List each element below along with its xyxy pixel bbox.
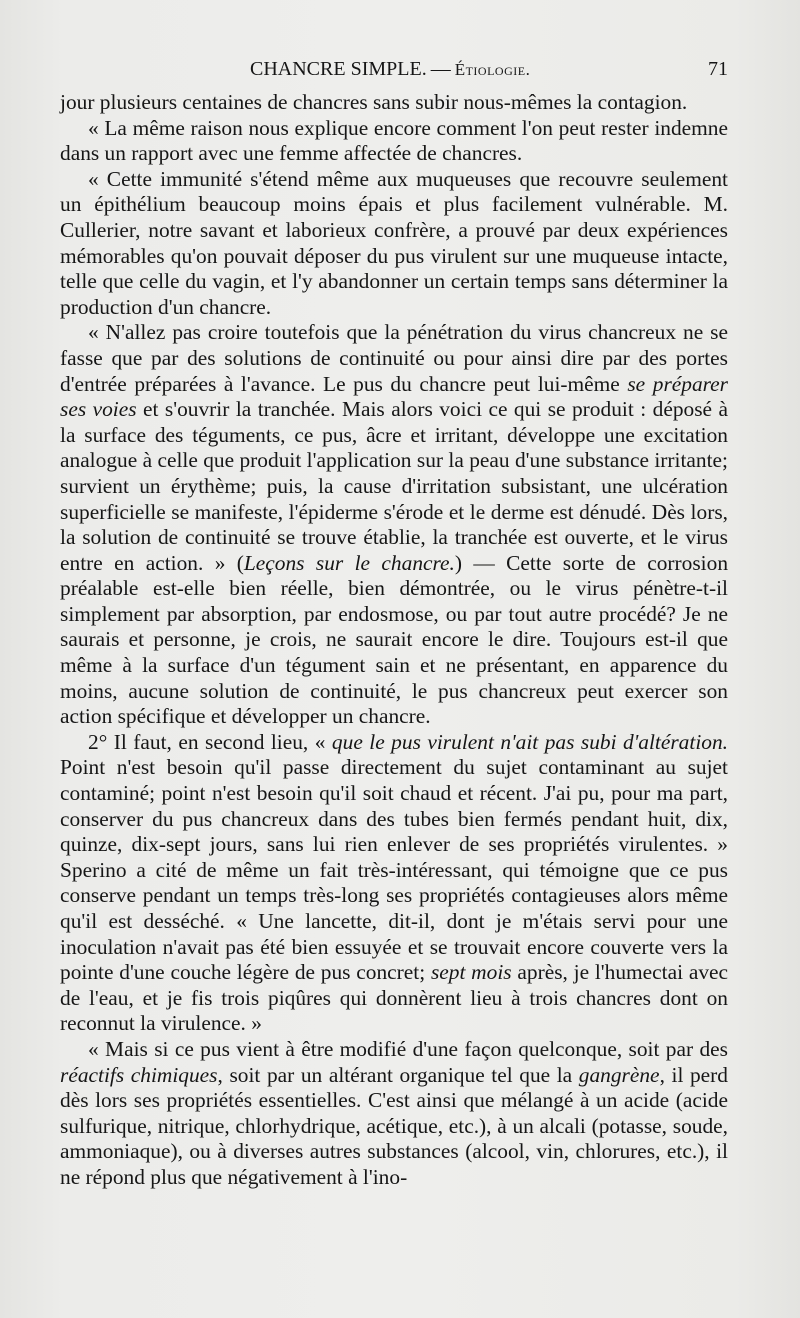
text-run: et s'ouvrir la tranchée. Mais alors voici ce qui se produit : déposé à la surface des téguments, ce pus, âcre et irritant, développe une excitation analogue à celle que produit l'application sur la peau d'une substance irritante; survient un érythème; puis, la cause d'irritation subsistant, une ulcération superficielle se manifeste, l'épiderme s'érode et le derme est dénudé. Dès lors, la solution de continuité se trouve établie, la tranchée est ouverte, et le virus entre en action. » ( [60,397,728,575]
text-run: jour plusieurs centaines de chancres sans subir nous-mêmes la contagion. [60,90,688,114]
text-run: Point n'est besoin qu'il passe directement du sujet contaminant au sujet contaminé; point n'est besoin qu'il soit chaud et récent. J'ai pu, pour ma part, conserver du pus chancreux dans des tubes bien fermés pendant huit, dix, quinze, dix-sept jours, sans lui rien enlever de ses propriétés virulentes. » Sperino a cité de même un fait très-intéressant, qui témoigne que ce pus conserve pendant un temps très-long ses propriétés contagieuses alors même qu'il est desséché. « Une lancette, dit-il, dont je m'étais servi pour une inoculation n'avait pas été bien essuyée et se trouvait encore couverte vers la pointe d'une couche légère de pus concret; [60,755,728,985]
body-text [60,90,728,1191]
paragraph [60,320,728,730]
section-title: Étiologie. [454,60,531,79]
text-run: « N'allez pas croire toutefois que la pénétration du virus chancreux ne se fasse que par des solutions de continuité ou pour ainsi dire par des portes d'entrée préparées à l'avance. Le pus du chancre peut lui-même [60,320,728,396]
italic-text: se préparer ses voies [60,371,728,422]
text-run: « Cette immunité s'étend même aux muqueuses que recouvre seulement un épithélium beaucoup moins épais et plus facilement vulnérable. M. Cullerier, notre savant et laborieux confrère, a prouvé par deux expériences mémorables qu'on pouvait déposer du pus virulent sur une muqueuse intacte, telle que celle du vagin, et l'y abandonner un certain temps sans déterminer la production d'un chancre. [60,166,728,319]
text-run: 2° Il faut, en second lieu, « [88,729,332,754]
paragraph [60,90,728,116]
running-title [250,58,530,81]
paragraph [60,730,728,1037]
page-number: 71 [708,58,728,80]
text-run: « Mais si ce pus vient à être modifié d'une façon quelconque, soit par des [88,1036,728,1061]
title-separator: — [430,58,451,80]
page-header [60,58,728,86]
paragraph [60,116,728,167]
italic-text: réactifs chimiques [60,1062,218,1087]
italic-text: gangrène [578,1062,660,1087]
text-run: « La même raison nous explique encore comment l'on peut rester indemne dans un rapport avec une femme affectée de chancres. [60,115,728,166]
italic-text: que le pus virulent n'ait pas subi d'altération. [331,729,728,754]
paragraph [60,167,728,321]
paragraph [60,1037,728,1191]
text-run: après, je l'humectai avec de l'eau, et je fis trois piqûres qui donnèrent lieu à trois chancres dont on reconnut la virulence. » [60,960,729,1036]
text-run: ) — Cette sorte de corrosion préalable est-elle bien réelle, bien démontrée, ou le virus pénètre-t-il simplement par absorption, par endosmose, ou par tout autre procédé? Je ne saurais et personne, je crois, ne saurait encore le dire. Toujours est-il que même à la surface d'un tégument sain et ne présentant, en apparence du moins, aucune solution de continuité, le pus chancreux peut exercer son action spécifique et développer un chancre. [60,550,729,729]
text-run: , soit par un altérant organique tel que la [217,1062,579,1087]
text-run: , il perd dès lors ses propriétés essentielles. C'est ainsi que mélangé à un acide (acide sulfurique, nitrique, chlorhydrique, acétique, etc.), à un alcali (potasse, soude, ammoniaque), ou à diverses autres substances (alcool, vin, chlorures, etc.), il ne répond plus que négativement à l'ino- [60,1062,728,1189]
running-title-main: CHANCRE SIMPLE. [250,58,427,80]
italic-text: Leçons sur le chancre. [243,550,455,575]
italic-text: sept mois [430,960,512,985]
